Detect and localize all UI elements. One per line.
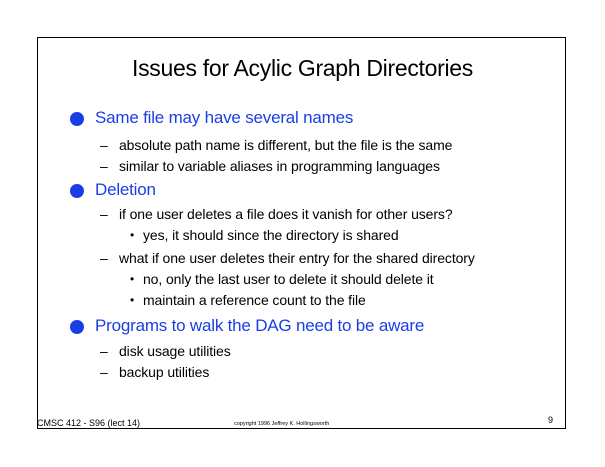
dash-icon: – — [100, 158, 108, 174]
dash-icon: – — [100, 364, 108, 380]
dash-icon: – — [100, 343, 108, 359]
bullet-same-file: Same file may have several names — [95, 108, 354, 127]
sub-bullet-path-name: absolute path name is different, but the file is the same — [119, 137, 453, 153]
sub-bullet-vanish: if one user deletes a file does it vanish for other users? — [119, 206, 453, 222]
bullet-icon — [70, 112, 84, 126]
dot-icon: • — [130, 228, 135, 242]
sub-sub-bullet-yes: yes, it should since the directory is shared — [143, 227, 399, 243]
dash-icon: – — [100, 137, 108, 153]
dash-icon: – — [100, 206, 108, 222]
sub-sub-bullet-ref-count: maintain a reference count to the file — [143, 292, 366, 308]
footer-course: CMSC 412 - S96 (lect 14) — [37, 418, 141, 428]
bullet-walk-dag: Programs to walk the DAG need to be aware — [95, 316, 425, 335]
page-number: 9 — [548, 415, 554, 425]
bullet-icon — [70, 320, 84, 334]
sub-bullet-shared-dir: what if one user deletes their entry for the shared directory — [119, 250, 475, 266]
sub-sub-bullet-last-user: no, only the last user to delete it should delete it — [143, 271, 434, 287]
sub-bullet-aliases: similar to variable aliases in programming languages — [119, 158, 440, 174]
sub-bullet-disk-usage: disk usage utilities — [119, 343, 231, 359]
slide-title: Issues for Acylic Graph Directories — [131, 55, 473, 81]
dash-icon: – — [100, 250, 108, 266]
sub-bullet-backup: backup utilities — [119, 364, 210, 380]
dot-icon: • — [130, 272, 135, 286]
bullet-icon — [70, 184, 84, 198]
dot-icon: • — [130, 293, 135, 307]
bullet-deletion: Deletion — [95, 180, 156, 199]
footer-copyright: copyright 1996 Jeffrey K. Hollingsworth — [234, 421, 330, 427]
